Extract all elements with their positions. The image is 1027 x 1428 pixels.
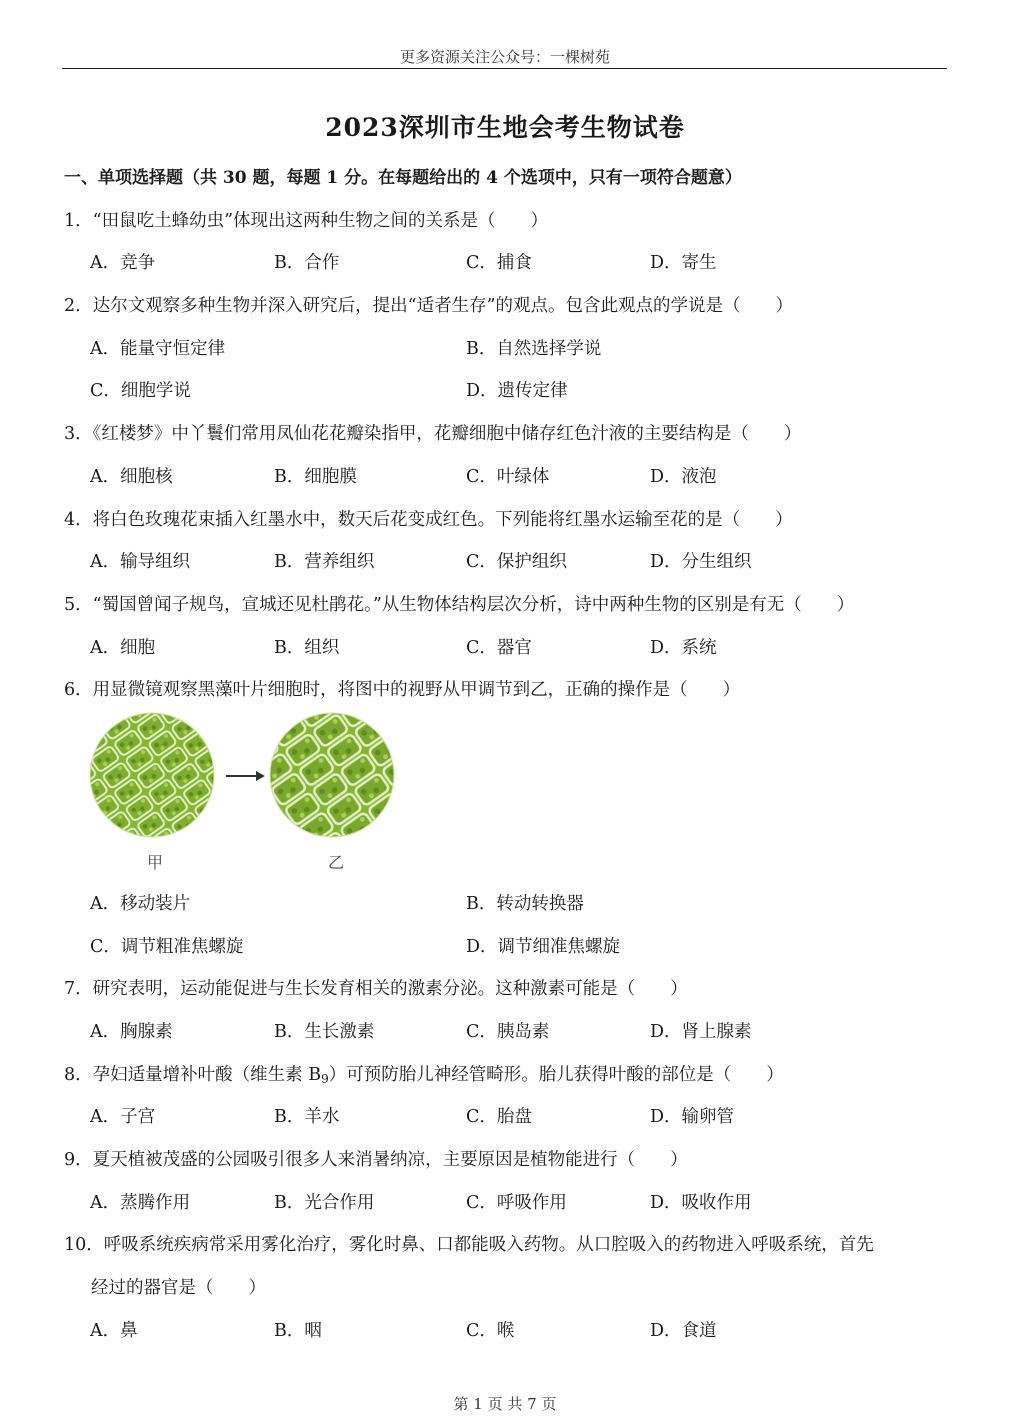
question-7-option-d: D．肾上腺素	[650, 1022, 752, 1042]
question-6-option-b: B．转动转换器	[466, 894, 584, 914]
question-3-stem: 3．《红楼梦》中丫鬟们常用凤仙花花瓣染指甲，花瓣细胞中储存红色汁液的主要结构是（ ）	[64, 424, 802, 444]
question-8-option-b: B．羊水	[274, 1107, 340, 1127]
question-1-option-a: A．竞争	[90, 253, 156, 273]
question-2-option-d: D．遗传定律	[466, 381, 568, 401]
question-8-subscript: 9	[321, 1072, 329, 1086]
question-6-option-d: D．调节细准焦螺旋	[466, 937, 621, 957]
arrow-icon	[226, 771, 265, 781]
question-4-option-d: D．分生组织	[650, 552, 752, 572]
question-10-option-d: D．食道	[650, 1321, 717, 1341]
question-3-option-c: C．叶绿体	[466, 467, 550, 487]
question-10-option-a: A．鼻	[90, 1321, 138, 1341]
page-footer: 第 1 页 共 7 页	[453, 1395, 557, 1413]
question-2-stem: 2．达尔文观察多种生物并深入研究后，提出“适者生存”的观点。包含此观点的学说是（ ）	[64, 296, 794, 316]
question-4-stem: 4．将白色玫瑰花束插入红墨水中，数天后花变成红色。下列能将红墨水运输至花的是（ ）	[64, 510, 793, 530]
question-8-option-c: C．胎盘	[466, 1107, 532, 1127]
question-4-option-a: A．输导组织	[90, 552, 191, 572]
question-10-option-b: B．咽	[274, 1321, 322, 1341]
question-5-option-a: A．细胞	[90, 638, 156, 658]
question-2-option-a: A．能量守恒定律	[90, 339, 226, 359]
figure-label-yi: 乙	[328, 853, 345, 872]
question-5-option-b: B．组织	[274, 638, 340, 658]
question-7-stem: 7．研究表明，运动能促进与生长发育相关的激素分泌。这种激素可能是（ ）	[64, 979, 688, 999]
question-8-option-a: A．子宫	[90, 1107, 156, 1127]
question-2-option-c: C．细胞学说	[90, 381, 191, 401]
question-6-stem: 6．用显微镜观察黑藻叶片细胞时，将图中的视野从甲调节到乙，正确的操作是（ ）	[64, 680, 741, 700]
microscope-figure	[88, 710, 408, 880]
figure-label-jia: 甲	[147, 853, 164, 872]
question-1-option-c: C．捕食	[466, 253, 532, 273]
question-7-option-c: C．胰岛素	[466, 1022, 550, 1042]
question-6-option-c: C．调节粗准焦螺旋	[90, 937, 244, 957]
question-3-option-d: D．液泡	[650, 467, 717, 487]
question-4-option-c: C．保护组织	[466, 552, 567, 572]
question-8-stem-a: 8．孕妇适量增补叶酸（维生素 B	[64, 1065, 322, 1085]
question-3-option-b: B．细胞膜	[274, 467, 357, 487]
question-1-stem: 1．“田鼠吃土蜂幼虫”体现出这两种生物之间的关系是（ ）	[64, 211, 549, 231]
view-yi-circle	[268, 710, 398, 840]
question-2-option-b: B．自然选择学说	[466, 339, 602, 359]
question-7-option-b: B．生长激素	[274, 1022, 375, 1042]
question-8-stem	[64, 1061, 784, 1086]
header-note: 更多资源关注公众号：一棵树苑	[399, 48, 610, 66]
view-jia-circle	[88, 710, 218, 840]
question-1-option-d: D．寄生	[650, 253, 717, 273]
question-3-option-a: A．细胞核	[90, 467, 173, 487]
question-8-option-d: D．输卵管	[650, 1107, 735, 1127]
question-5-stem: 5．“蜀国曾闻子规鸟，宣城还见杜鹃花。”从生物体结构层次分析，诗中两种生物的区别是有无（ ）	[64, 595, 855, 615]
header-rule	[62, 68, 947, 69]
question-8-stem-b: ）可预防胎儿神经管畸形。胎儿获得叶酸的部位是（ ）	[328, 1065, 784, 1085]
section-heading: 一、单项选择题（共 30 题，每题 1 分。在每题给出的 4 个选项中，只有一项符合题意）	[64, 168, 742, 188]
question-9-stem: 9．夏天植被茂盛的公园吸引很多人来消暑纳凉，主要原因是植物能进行（ ）	[64, 1150, 688, 1170]
question-5-option-c: C．器官	[466, 638, 532, 658]
question-10-stem: 10．呼吸系统疾病常采用雾化治疗，雾化时鼻、口都能吸入药物。从口腔吸入的药物进入呼吸系统，首先	[64, 1235, 874, 1255]
question-4-option-b: B．营养组织	[274, 552, 375, 572]
question-9-option-c: C．呼吸作用	[466, 1193, 567, 1213]
question-9-option-d: D．吸收作用	[650, 1193, 752, 1213]
question-9-option-a: A．蒸腾作用	[90, 1193, 191, 1213]
question-1-option-b: B．合作	[274, 253, 340, 273]
question-5-option-d: D．系统	[650, 638, 717, 658]
question-9-option-b: B．光合作用	[274, 1193, 375, 1213]
question-6-option-a: A．移动装片	[90, 894, 191, 914]
page-title: 2023深圳市生地会考生物试卷	[325, 113, 685, 142]
question-10-stem-line2: 经过的器官是（ ）	[91, 1278, 266, 1298]
question-10-option-c: C．喉	[466, 1321, 515, 1341]
question-7-option-a: A．胸腺素	[90, 1022, 173, 1042]
